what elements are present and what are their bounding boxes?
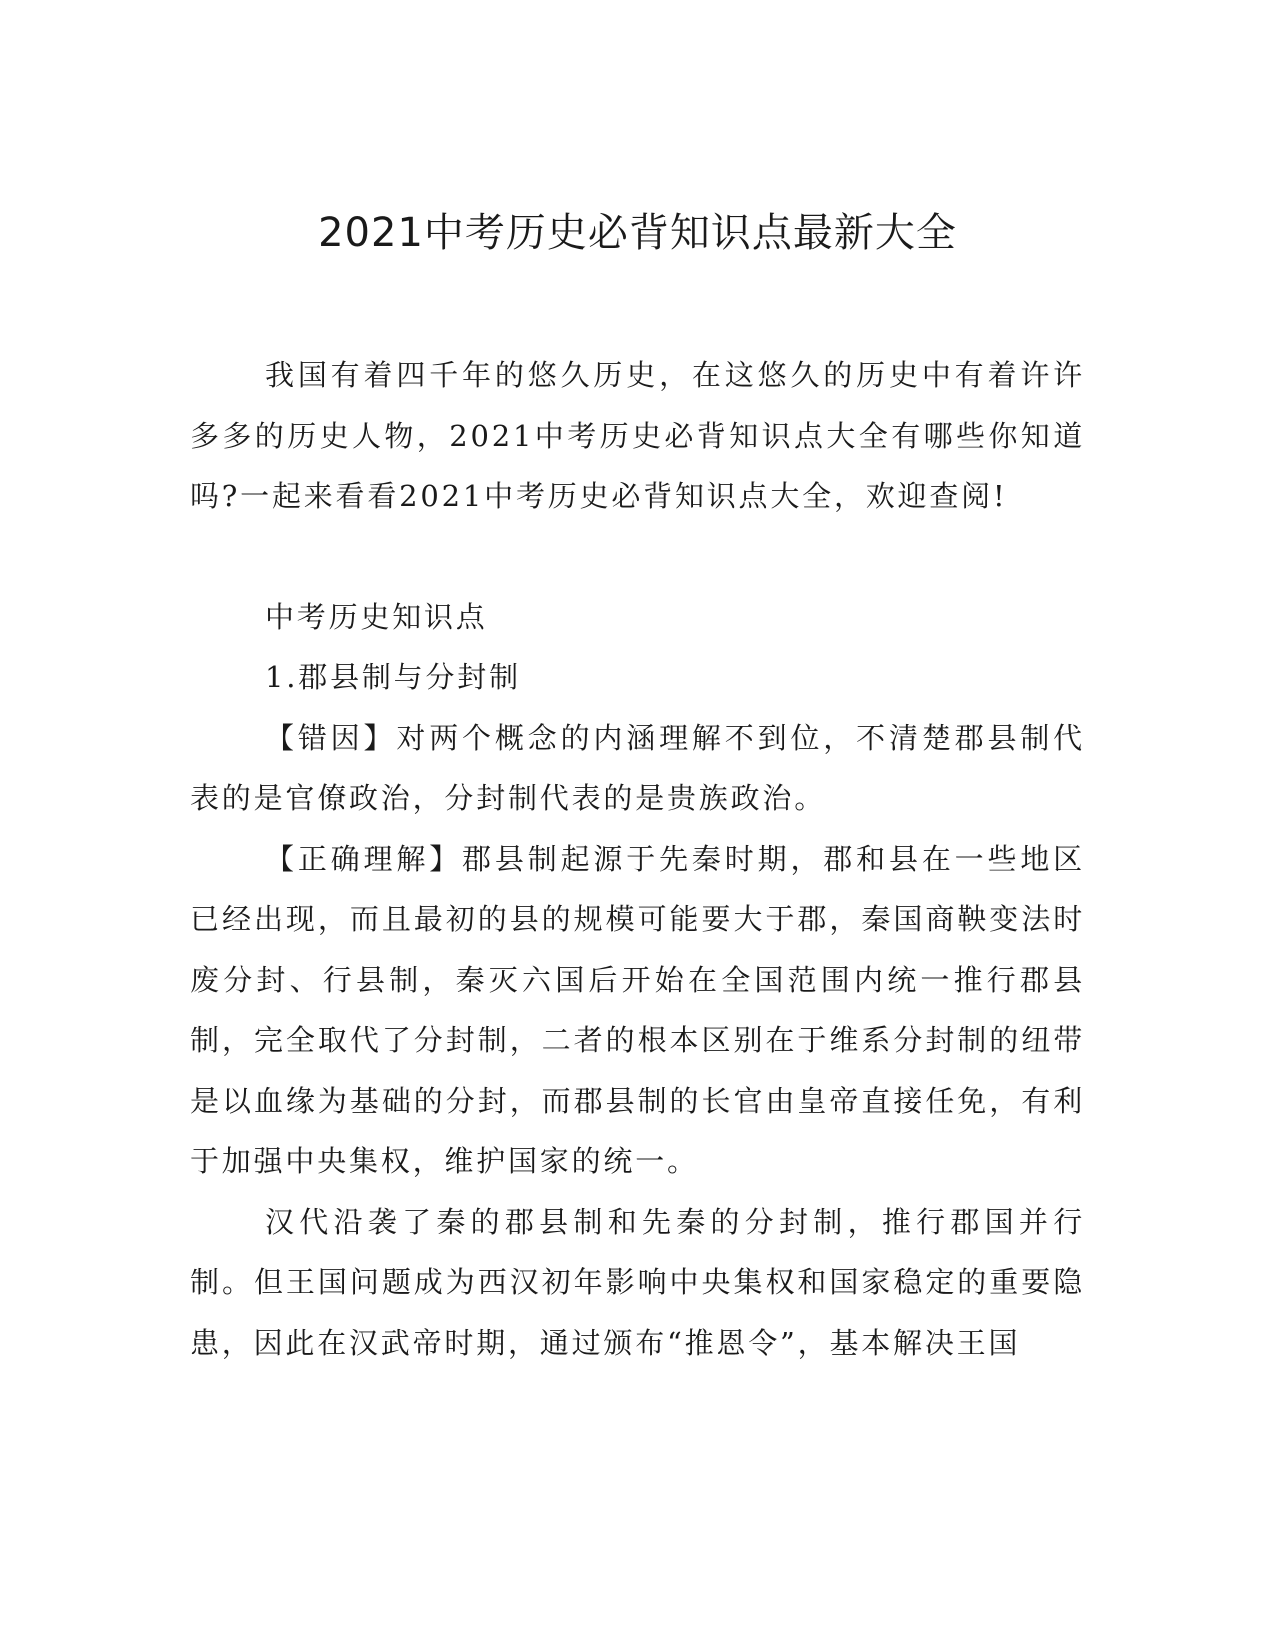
document-body xyxy=(190,345,1085,1373)
han-dynasty-paragraph: 汉代沿袭了秦的郡县制和先秦的分封制，推行郡国并行制。但王国问题成为西汉初年影响中央集权和国家稳定的重要隐患，因此在汉武帝时期，通过颁布“推恩令”，基本解决王国 xyxy=(190,1204,1085,1360)
document-title: 2021中考历史必背知识点最新大全 xyxy=(318,210,957,256)
intro-paragraph: 我国有着四千年的悠久历史，在这悠久的历史中有着许许多多的历史人物，2021中考历史必背知识点大全有哪些你知道吗?一起来看看2021中考历史必背知识点大全，欢迎查阅! xyxy=(190,358,1085,513)
error-cause-paragraph: 【错因】对两个概念的内涵理解不到位，不清楚郡县制代表的是官僚政治，分封制代表的是贵族政治。 xyxy=(190,720,1085,815)
section-heading: 中考历史知识点 xyxy=(265,599,488,634)
correct-understanding-paragraph: 【正确理解】郡县制起源于先秦时期，郡和县在一些地区已经出现，而且最初的县的规模可能要大于郡，秦国商鞅变法时废分封、行县制，秦灭六国后开始在全国范围内统一推行郡县制，完全取代了分封制，二者的根本区别在于维系分封制的纽带是以血缘为基础的分封，而郡县制的长官由皇帝直接任免，有利于加强中央集权，维护国家的统一。 xyxy=(190,841,1085,1178)
topic-heading: 1.郡县制与分封制 xyxy=(265,660,521,694)
